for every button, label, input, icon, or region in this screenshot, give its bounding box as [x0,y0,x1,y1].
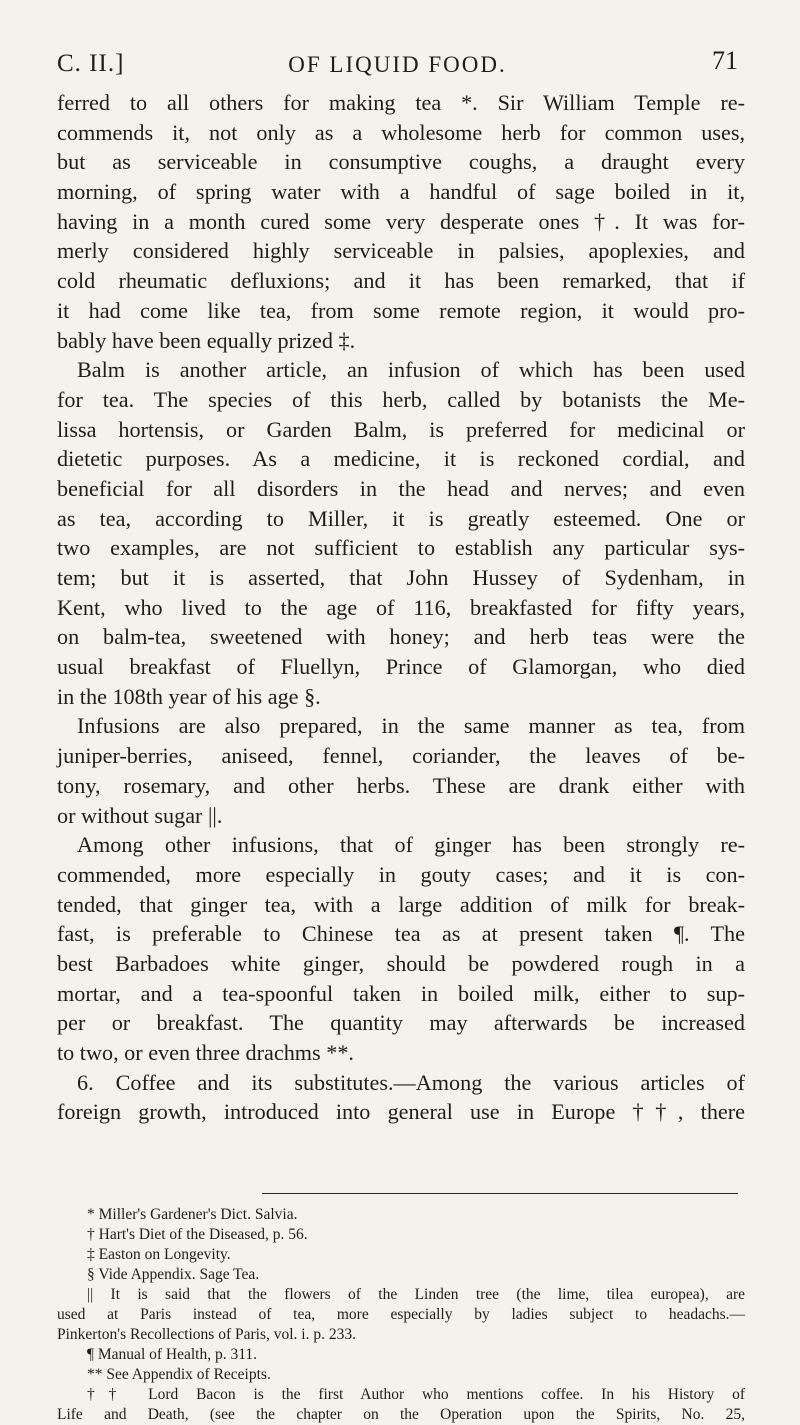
body-line: on balm-tea, sweetened with honey; and herb teas were the [57,624,745,650]
body-line: Infusions are also prepared, in the same manner as tea, from [77,713,745,739]
body-line: ferred to all others for making tea *. Sir William Temple re- [57,90,745,115]
body-line: usual breakfast of Fluellyn, Prince of Glamorgan, who died [57,654,745,680]
footnote-line: Pinkerton's Recollections of Paris, vol. i. p. 233. [57,1326,356,1343]
body-line: commends it, not only as a wholesome herb for common uses, [57,119,745,145]
footnote-line: † Hart's Diet of the Diseased, p. 56. [87,1226,308,1243]
body-line: commended, more especially in gouty cases; and it is con- [57,861,745,887]
body-line: morning, of spring water with a handful of sage boiled in it, [57,179,745,205]
page-number: 71 [712,46,738,75]
body-line: Among other infusions, that of ginger has been strongly re- [77,832,745,858]
body-line: it had come like tea, from some remote region, it would pro- [57,297,745,323]
body-line: tony, rosemary, and other herbs. These are drank either with [57,772,745,798]
body-line: cold rheumatic defluxions; and it has been remarked, that if [57,268,745,294]
body-line: lissa hortensis, or Garden Balm, is preferred for medicinal or [57,416,745,442]
body-line: beneficial for all disorders in the head and nerves; and even [57,475,745,501]
footnote-line: § Vide Appendix. Sage Tea. [87,1266,260,1283]
running-title: OF LIQUID FOOD. [288,52,507,77]
running-header [57,46,738,82]
body-line: tended, that ginger tea, with a large addition of milk for break- [57,891,745,917]
body-line: 6. Coffee and its substitutes.—Among the various articles of [77,1069,745,1095]
body-line: Kent, who lived to the age of 116, breakfasted for fifty years, [57,594,745,620]
body-line: tem; but it is asserted, that John Hussey of Sydenham, in [57,565,745,590]
footnote-divider [262,1193,738,1194]
body-line: mortar, and a tea-spoonful taken in boiled milk, either to sup- [57,980,745,1006]
footnote-line: || It is said that the flowers of the Linden tree (the lime, tilea europea), are [87,1286,745,1303]
body-line: best Barbadoes white ginger, should be powdered rough in a [57,950,745,976]
body-line: or without sugar ||. [57,802,223,828]
body-line: but as serviceable in consumptive coughs, a draught every [57,149,745,175]
footnote-line: ** See Appendix of Receipts. [87,1366,271,1383]
body-line: as tea, according to Miller, it is greatly esteemed. One or [57,505,745,531]
body-line: foreign growth, introduced into general use in Europe ††, there [57,1099,745,1125]
body-line: two examples, are not sufficient to establish any particular sys- [57,535,745,561]
footnote-line: †† Lord Bacon is the first Author who mentions coffee. In his History of [87,1386,745,1403]
body-line: merly considered highly serviceable in palsies, apoplexies, and [57,238,745,264]
body-line: juniper-berries, aniseed, fennel, coriander, the leaves of be- [57,743,745,769]
body-line: dietetic purposes. As a medicine, it is reckoned cordial, and [57,446,745,472]
footnote-line: ‡ Easton on Longevity. [87,1246,231,1263]
chapter-reference: C. II.] [57,50,125,77]
footnotes [57,1205,745,1425]
footnote-line: Life and Death, (see the chapter on the Operation upon the Spirits, No. 25, [57,1406,745,1423]
body-line: to two, or even three drachms **. [57,1040,354,1065]
footnote-line: used at Paris instead of tea, more especially by ladies subject to headachs.— [57,1306,745,1323]
footnote-line: * Miller's Gardener's Dict. Salvia. [87,1206,298,1223]
body-line: in the 108th year of his age §. [57,683,321,709]
body-line: fast, is preferable to Chinese tea as at present taken ¶. The [57,921,745,947]
body-line: Balm is another article, an infusion of which has been used [77,357,745,383]
body-text [57,88,745,1127]
body-line: per or breakfast. The quantity may afterwards be increased [57,1010,745,1036]
body-line: bably have been equally prized ‡. [57,327,356,353]
body-line: having in a month cured some very desperate ones †. It was for- [57,208,745,234]
body-line: for tea. The species of this herb, called by botanists the Me- [57,386,745,412]
footnote-line: ¶ Manual of Health, p. 311. [87,1346,258,1363]
